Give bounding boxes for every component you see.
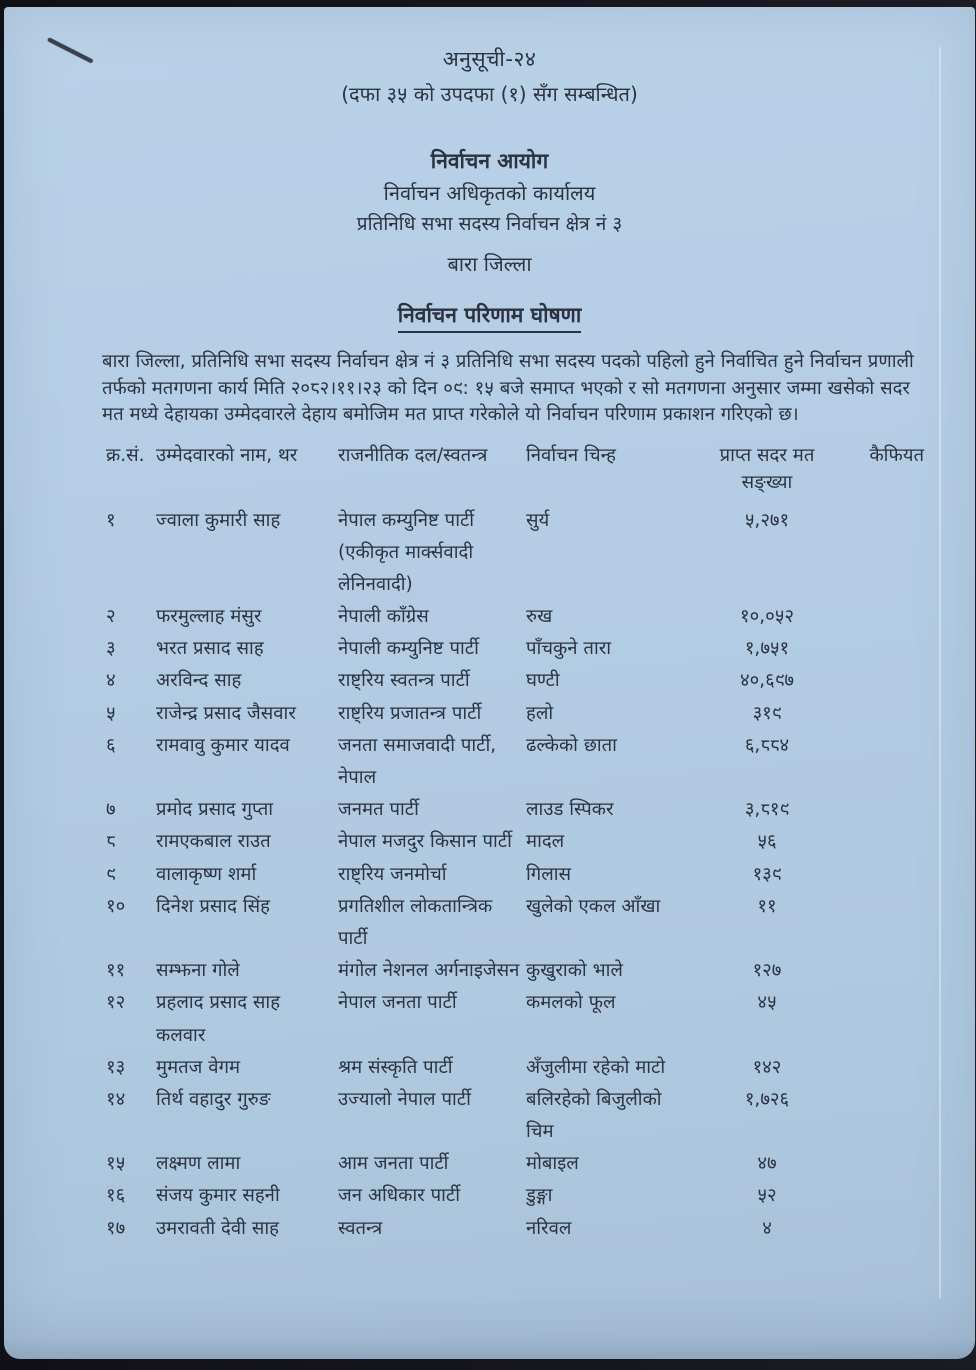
table-row <box>100 633 935 665</box>
table-row <box>100 1213 935 1245</box>
row-serial-number: ९ <box>106 863 116 885</box>
row-vote-count: ५२ <box>757 1185 777 1207</box>
row-party: नेपाली कम्युनिष्ट पार्टी <box>338 638 479 660</box>
row-serial-number: १३ <box>106 1056 126 1078</box>
row-vote-count: १,७५१ <box>744 638 790 660</box>
row-candidate-name: वालाकृष्ण शर्मा <box>156 863 257 885</box>
row-serial-number: १४ <box>106 1088 126 1110</box>
row-candidate-name: दिनेश प्रसाद सिंह <box>156 895 270 917</box>
header-serial: क्र.सं. <box>106 444 145 466</box>
table-row <box>100 987 935 1051</box>
row-candidate-name: प्रमोद प्रसाद गुप्ता <box>156 799 274 821</box>
row-vote-count: ३१९ <box>752 702 782 724</box>
row-election-symbol: मोबाइल <box>526 1153 579 1175</box>
row-party: स्वतन्त्र <box>338 1217 383 1239</box>
row-candidate-name: ज्वाला कुमारी साह <box>156 509 281 531</box>
table-row <box>100 505 935 602</box>
row-election-symbol: कमलको फूल <box>526 992 616 1014</box>
row-vote-count: ४०,६९७ <box>740 670 794 692</box>
row-vote-count: ११ <box>757 895 777 917</box>
row-candidate-name: अरविन्द साह <box>156 670 242 692</box>
row-party: नेपाल मजदुर किसान पार्टी <box>338 831 512 853</box>
row-candidate-name: संजय कुमार सहनी <box>156 1185 280 1207</box>
row-serial-number: ५ <box>106 702 116 724</box>
row-election-symbol: डुङ्गा <box>526 1185 553 1207</box>
row-party: जन अधिकार पार्टी <box>338 1185 461 1207</box>
row-election-symbol: खुलेको एकल आँखा <box>526 895 661 917</box>
table-row <box>100 601 935 633</box>
row-party: प्रगतिशील लोकतान्त्रिक पार्टी <box>338 895 493 949</box>
results-table-header <box>100 443 935 497</box>
header-party: राजनीतिक दल/स्वतन्त्र <box>338 444 488 466</box>
row-candidate-name: तिर्थ वहादुर गुरुङ <box>156 1088 271 1110</box>
row-election-symbol: पाँचकुने तारा <box>526 638 612 660</box>
row-party: राष्ट्रिय स्वतन्त्र पार्टी <box>338 670 470 692</box>
results-table <box>100 443 935 1245</box>
row-serial-number: ११ <box>106 960 126 982</box>
row-vote-count: ३,८१९ <box>744 799 790 821</box>
row-election-symbol: मादल <box>526 831 565 853</box>
row-serial-number: १ <box>106 509 116 531</box>
row-candidate-name: उमरावती देवी साह <box>156 1217 279 1239</box>
header-symbol: निर्वाचन चिन्ह <box>526 444 616 466</box>
table-row <box>100 698 935 730</box>
row-serial-number: २ <box>106 606 116 628</box>
clause-reference: (दफा ३५ को उपदफा (१) सँग सम्बन्धित) <box>341 82 638 106</box>
row-serial-number: १५ <box>106 1153 126 1175</box>
row-vote-count: ५,२७१ <box>744 509 790 531</box>
row-election-symbol: गिलास <box>526 863 572 885</box>
paper-fold-highlight <box>939 47 941 1299</box>
row-election-symbol: बलिरहेको बिजुलीको चिम <box>526 1088 662 1143</box>
row-party: श्रम संस्कृति पार्टी <box>338 1056 453 1078</box>
table-row <box>100 794 935 826</box>
results-table-body <box>100 505 935 1245</box>
scanned-document-page <box>4 7 975 1359</box>
row-party: राष्ट्रिय प्रजातन्त्र पार्टी <box>338 702 482 724</box>
row-serial-number: ३ <box>106 638 116 660</box>
table-row <box>100 891 935 955</box>
row-serial-number: १० <box>106 895 126 917</box>
table-row <box>100 730 935 794</box>
table-row <box>100 1084 935 1148</box>
row-vote-count: ४५ <box>757 992 777 1014</box>
header-remarks: कैफियत <box>869 444 924 466</box>
page-title-text: निर्वाचन परिणाम घोषणा <box>398 301 582 333</box>
scan-shadow <box>4 1289 975 1359</box>
office-name: निर्वाचन अधिकृतको कार्यालय <box>383 181 596 205</box>
table-row <box>100 955 935 987</box>
row-candidate-name: रामएकबाल राउत <box>156 831 271 853</box>
row-party: जनता समाजवादी पार्टी, नेपाल <box>338 734 497 788</box>
row-party: उज्यालो नेपाल पार्टी <box>338 1088 471 1110</box>
row-vote-count: १०,०५२ <box>740 606 794 628</box>
row-election-symbol: लाउड स्पिकर <box>526 799 614 821</box>
row-party: आम जनता पार्टी <box>338 1153 449 1175</box>
row-vote-count: ४७ <box>757 1153 777 1175</box>
row-candidate-name: भरत प्रसाद साह <box>156 638 264 660</box>
row-vote-count: ४ <box>762 1217 772 1239</box>
row-election-symbol: कुखुराको भाले <box>526 960 623 982</box>
row-election-symbol: सुर्य <box>526 509 550 531</box>
header-votes <box>698 443 836 497</box>
row-election-symbol: हलो <box>526 702 554 724</box>
header-votes-line1: प्राप्त सदर मत <box>719 444 815 466</box>
row-serial-number: १२ <box>106 992 126 1014</box>
header-candidate-name: उम्मेदवारको नाम, थर <box>156 444 298 466</box>
table-row <box>100 859 935 891</box>
declaration-paragraph: बारा जिल्ला, प्रतिनिधि सभा सदस्य निर्वाचन क्षेत्र नं ३ प्रतिनिधि सभा सदस्य पदको पहिलो हुने निर्वाचित हुने निर्वाचन प्रणाली तर्फको मतगणना कार्य मिति २०८२।११।२३ को दिन ०९: १५ बजे समाप्त भएको र सो मतगणना अनुसार जम्मा खसेको सदर मत मध्ये देहायका उम्मेदवारले देहाय बमोजिम मत प्राप्त गरेकोले यो निर्वाचन परिणाम प्रकाशन गरिएको छ। <box>102 351 914 426</box>
table-row <box>100 1148 935 1180</box>
row-candidate-name: मुमतज वेगम <box>156 1056 241 1078</box>
district-name: बारा जिल्ला <box>447 252 532 276</box>
row-party: नेपाली काँग्रेस <box>338 606 429 628</box>
row-party: नेपाल कम्युनिष्ट पार्टी (एकीकृत मार्क्सवादी लेनिनवादी) <box>338 509 475 595</box>
row-party: मंगोल नेशनल अर्गनाइजेसन <box>338 960 520 982</box>
row-election-symbol: ढल्केको छाता <box>526 734 617 756</box>
row-vote-count: ५६ <box>757 831 777 853</box>
commission-name: निर्वाचन आयोग <box>430 149 549 173</box>
table-row <box>100 826 935 858</box>
row-serial-number: १६ <box>106 1185 126 1207</box>
row-serial-number: ४ <box>106 670 116 692</box>
row-serial-number: १७ <box>106 1217 126 1239</box>
row-candidate-name: सम्झना गोले <box>156 960 240 982</box>
table-row <box>100 1052 935 1084</box>
row-vote-count: ६,८८४ <box>744 734 790 756</box>
table-row <box>100 1180 935 1212</box>
row-serial-number: ८ <box>106 831 116 853</box>
row-candidate-name: फरमुल्लाह मंसुर <box>156 606 262 628</box>
schedule-label: अनुसूची-२४ <box>442 47 537 71</box>
document-header <box>4 7 975 333</box>
row-vote-count: १२७ <box>752 960 782 982</box>
row-election-symbol: अँजुलीमा रहेको माटो <box>526 1056 666 1078</box>
row-vote-count: १३९ <box>752 863 782 885</box>
row-candidate-name: लक्ष्मण लामा <box>156 1153 241 1175</box>
row-party: राष्ट्रिय जनमोर्चा <box>338 863 447 885</box>
row-election-symbol: रुख <box>526 606 553 628</box>
row-serial-number: ६ <box>106 734 116 756</box>
row-serial-number: ७ <box>106 799 116 821</box>
row-election-symbol: घण्टी <box>526 670 560 692</box>
row-election-symbol: नरिवल <box>526 1217 572 1239</box>
row-party: नेपाल जनता पार्टी <box>338 992 457 1014</box>
row-candidate-name: राजेन्द्र प्रसाद जैसवार <box>156 702 296 724</box>
row-candidate-name: प्रहलाद प्रसाद साह कलवार <box>156 992 281 1046</box>
constituency-line: प्रतिनिधि सभा सदस्य निर्वाचन क्षेत्र नं ३ <box>356 213 623 235</box>
row-party: जनमत पार्टी <box>338 799 419 821</box>
header-votes-line2: सङ्ख्या <box>741 471 793 493</box>
table-row <box>100 665 935 697</box>
row-vote-count: १४२ <box>752 1056 782 1078</box>
row-candidate-name: रामवावु कुमार यादव <box>156 734 290 756</box>
page-title <box>4 301 975 333</box>
row-vote-count: १,७२६ <box>744 1088 790 1110</box>
